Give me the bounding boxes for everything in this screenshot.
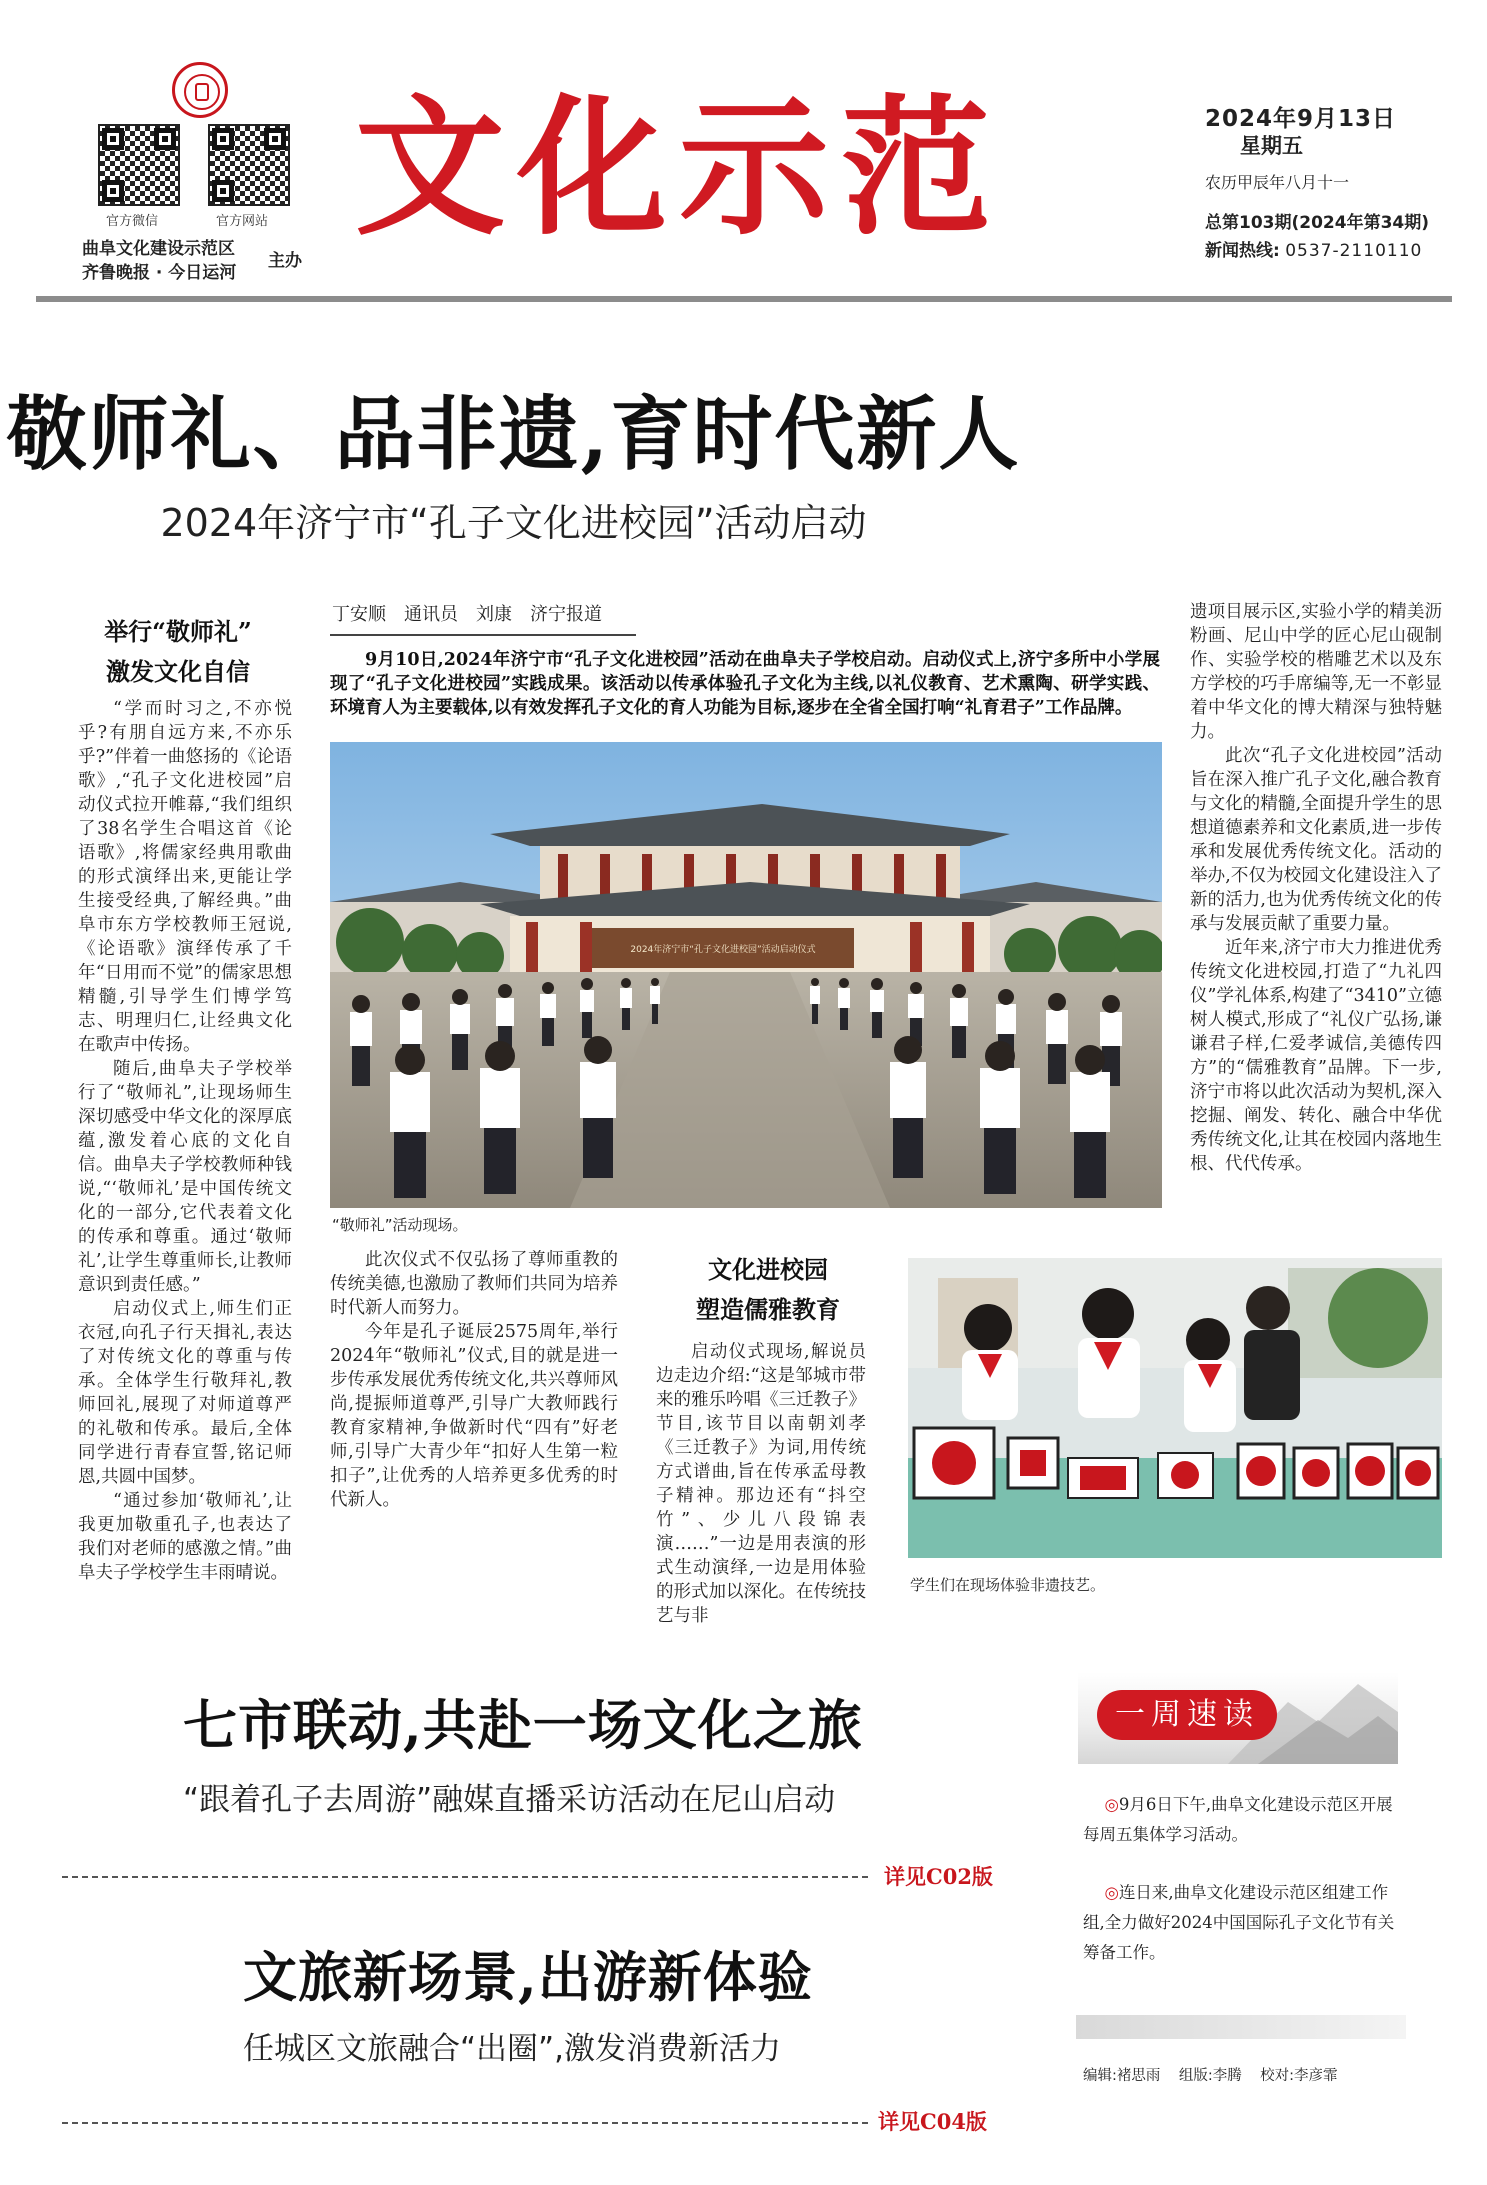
digest-label: 一周速读 xyxy=(1097,1690,1277,1740)
digest-item-text: 9月6日下午,曲阜文化建设示范区开展每周五集体学习活动。 xyxy=(1083,1795,1393,1844)
ceremony-photo xyxy=(330,742,1162,1208)
col4-paragraph: 近年来,济宁市大力推进优秀传统文化进校园,打造了“九礼四仪”学礼体系,构建了“3410”立德树人模式,形成了“礼仪广弘扬,谦谦君子样,仁爱孝诚信,美德传四方”的“儒雅教育”品牌。下一步,济宁市将以此次活动为契机,深入挖掘、阐发、转化、融合中华优秀传统文化,让其在校园内落地生根、代代传承。 xyxy=(1190,938,1442,1174)
editor-label: 编辑: xyxy=(1083,2068,1117,2084)
layout-name: 李腾 xyxy=(1212,2068,1242,2084)
wechat-qr-code[interactable] xyxy=(98,124,180,206)
sponsor-line-2: 齐鲁晚报 · 今日运河 xyxy=(82,263,237,283)
newspaper-title: 文化示范 xyxy=(355,82,1004,256)
issue-weekday: 星期五 xyxy=(1240,134,1303,158)
editor-name: 褚思雨 xyxy=(1116,2068,1161,2084)
col1-paragraph: “学而时习之,不亦悦乎?有朋自远方来,不亦乐乎?”伴着一曲悠扬的《论语歌》,“孔子文化进校园”启动仪式拉开帷幕,“我们组织了38名学生合唱这首《论语歌》,将儒家经典用歌曲的形式演绎出来,更能让学生接受经典,了解经典。”曲阜市东方学校教师王冠说,《论语歌》演绎传承了千年“日用而不觉”的儒家思想精髓,引导学生们博学笃志、明理归仁,让经典文化在歌声中传扬。 xyxy=(78,699,292,1055)
article-column-2 xyxy=(330,1248,618,1512)
section1-title-line2: 激发文化自信 xyxy=(106,657,250,686)
heritage-photo xyxy=(908,1258,1442,1558)
digest-item-text: 连日来,曲阜文化建设示范区组建工作组,全力做好2024中国国际孔子文化节有关筹备工作。 xyxy=(1083,1883,1395,1962)
teaser-2-see-page-link[interactable]: 详见C04版 xyxy=(878,2109,987,2134)
article-column-1 xyxy=(78,697,292,1597)
digest-item xyxy=(1083,1878,1403,1968)
col3-paragraph: 启动仪式现场,解说员边走边介绍:“这是邹城市带来的雅乐吟唱《三迁教子》节目,该节目以南朝刘孝《三迁教子》为词,用传统方式谱曲,旨在传承孟母教子精神。那边还有“抖空竹”、少儿八段锦表演……”一边是用表演的形式生动演绎,一边是用体验的形式加以深化。在传统技艺与非 xyxy=(656,1342,866,1626)
col1-paragraph: 随后,曲阜夫子学校举行了“敬师礼”,让现场师生深切感受中华文化的深厚底蕴,激发着心底的文化自信。曲阜夫子学校教师种钱说,“‘敬师礼’是中国传统文化的一部分,它代表着文化的传承和尊重。通过‘敬师礼’,让学生尊重师长,让教师意识到责任感。” xyxy=(78,1059,292,1295)
teaser-2-subtitle: 任城区文旅融合“出圈”,激发消费新活力 xyxy=(243,2031,781,2067)
bullet-circle-icon: ◎ xyxy=(1104,1883,1119,1902)
ceremony-photo-illustration xyxy=(330,742,1162,1208)
layout-label: 组版: xyxy=(1178,2068,1213,2084)
col4-paragraph: 此次“孔子文化进校园”活动旨在深入推广孔子文化,融合教育与文化的精髓,全面提升学生的思想道德素养和文化素质,进一步传承和发展优秀传统文化。活动的举办,不仅为校园文化建设注入了新的活力,也为优秀传统文化的传承与发展贡献了重要力量。 xyxy=(1190,746,1442,934)
article-column-3 xyxy=(656,1340,866,1628)
teaser-2-divider xyxy=(62,2122,868,2124)
issue-date: 2024年9月13日 xyxy=(1205,106,1397,132)
col1-paragraph: “通过参加‘敬师礼’,让我更加敬重孔子,也表达了我们对老师的感激之情。”曲阜夫子学校学生丰雨晴说。 xyxy=(78,1491,292,1583)
masthead-rule xyxy=(36,296,1452,302)
issue-number: 总第103期(2024年第34期) xyxy=(1205,213,1429,233)
footer-bar xyxy=(1076,2015,1406,2039)
sponsor-line-1: 曲阜文化建设示范区 xyxy=(82,239,235,259)
qr-website-caption: 官方网站 xyxy=(216,214,269,229)
section1-title xyxy=(62,612,294,692)
col1-paragraph: 启动仪式上,师生们正衣冠,向孔子行天揖礼,表达了对传统文化的尊重与传承。全体学生行敬拜礼,教师回礼,展现了对师道尊严的礼敬和传承。最后,全体同学进行青春宣誓,铭记师恩,共圆中国梦。 xyxy=(78,1299,292,1487)
heritage-photo-illustration xyxy=(908,1258,1442,1558)
proof-label: 校对: xyxy=(1260,2068,1295,2084)
digest-item xyxy=(1083,1790,1403,1850)
qr-wechat-caption: 官方微信 xyxy=(106,214,159,229)
byline-rule xyxy=(330,634,636,636)
publisher-seal-logo xyxy=(172,62,228,118)
website-qr-code[interactable] xyxy=(208,124,290,206)
article-column-4 xyxy=(1190,600,1442,1176)
hotline-label: 新闻热线: xyxy=(1205,241,1280,261)
section2-title-line2: 塑造儒雅教育 xyxy=(696,1295,840,1324)
teaser-1-subtitle: “跟着孔子去周游”融媒直播采访活动在尼山启动 xyxy=(183,1782,836,1818)
heritage-photo-caption: 学生们在现场体验非遗技艺。 xyxy=(910,1576,1106,1594)
section2-title-line1: 文化进校园 xyxy=(708,1255,828,1284)
ceremony-photo-caption: “敬师礼”活动现场。 xyxy=(332,1216,468,1234)
col4-paragraph: 遗项目展示区,实验小学的精美沥粉画、尼山中学的匠心尼山砚制作、实验学校的楷雕艺术以及东方学校的巧手席编等,无一不彰显着中华文化的博大精深与独特魅力。 xyxy=(1190,602,1442,742)
lunar-date: 农历甲辰年八月十一 xyxy=(1205,173,1350,192)
col2-paragraph: 此次仪式不仅弘扬了尊师重教的传统美德,也激励了教师们共同为培养时代新人而努力。 xyxy=(330,1250,618,1318)
teaser-1-title[interactable]: 七市联动,共赴一场文化之旅 xyxy=(183,1693,863,1757)
sponsor-role: 主办 xyxy=(268,251,302,271)
footer-credits xyxy=(1083,2064,1338,2085)
teaser-1-divider xyxy=(62,1876,868,1878)
lead-paragraph: 9月10日,2024年济宁市“孔子文化进校园”活动在曲阜夫子学校启动。启动仪式上,济宁多所中小学展现了“孔子文化进校园”实践成果。该活动以传承体验孔子文化为主线,以礼仪教育、艺术熏陶、研学实践、环境育人为主要载体,以有效发挥孔子文化的育人功能为目标,逐步在全省全国打响“礼育君子”工作品牌。 xyxy=(330,650,1160,718)
teaser-2-title[interactable]: 文旅新场景,出游新体验 xyxy=(243,1945,813,2009)
lead-headline: 敬师礼、品非遗,育时代新人 xyxy=(6,387,1021,481)
section1-title-line1: 举行“敬师礼” xyxy=(104,617,252,646)
teaser-1-see-page-link[interactable]: 详见C02版 xyxy=(884,1864,993,1889)
byline: 丁安顺 通讯员 刘康 济宁报道 xyxy=(332,604,602,625)
news-hotline xyxy=(1205,236,1422,261)
hotline-number[interactable]: 0537-2110110 xyxy=(1285,241,1423,261)
proof-name: 李彦霏 xyxy=(1294,2068,1338,2084)
lead-subheadline: 2024年济宁市“孔子文化进校园”活动启动 xyxy=(160,501,867,545)
section2-title xyxy=(648,1250,888,1330)
bullet-circle-icon: ◎ xyxy=(1104,1795,1119,1814)
ceremony-banner-text: 2024年济宁市“孔子文化进校园”活动启动仪式 xyxy=(630,945,816,955)
col2-paragraph: 今年是孔子诞辰2575周年,举行2024年“敬师礼”仪式,目的就是进一步传承发展优秀传统文化,共兴尊师风尚,提振师道尊严,引导广大教师践行教育家精神,争做新时代“四有”好老师,引导广大青少年“扣好人生第一粒扣子”,让优秀的人培养更多优秀的时代新人。 xyxy=(330,1322,618,1510)
